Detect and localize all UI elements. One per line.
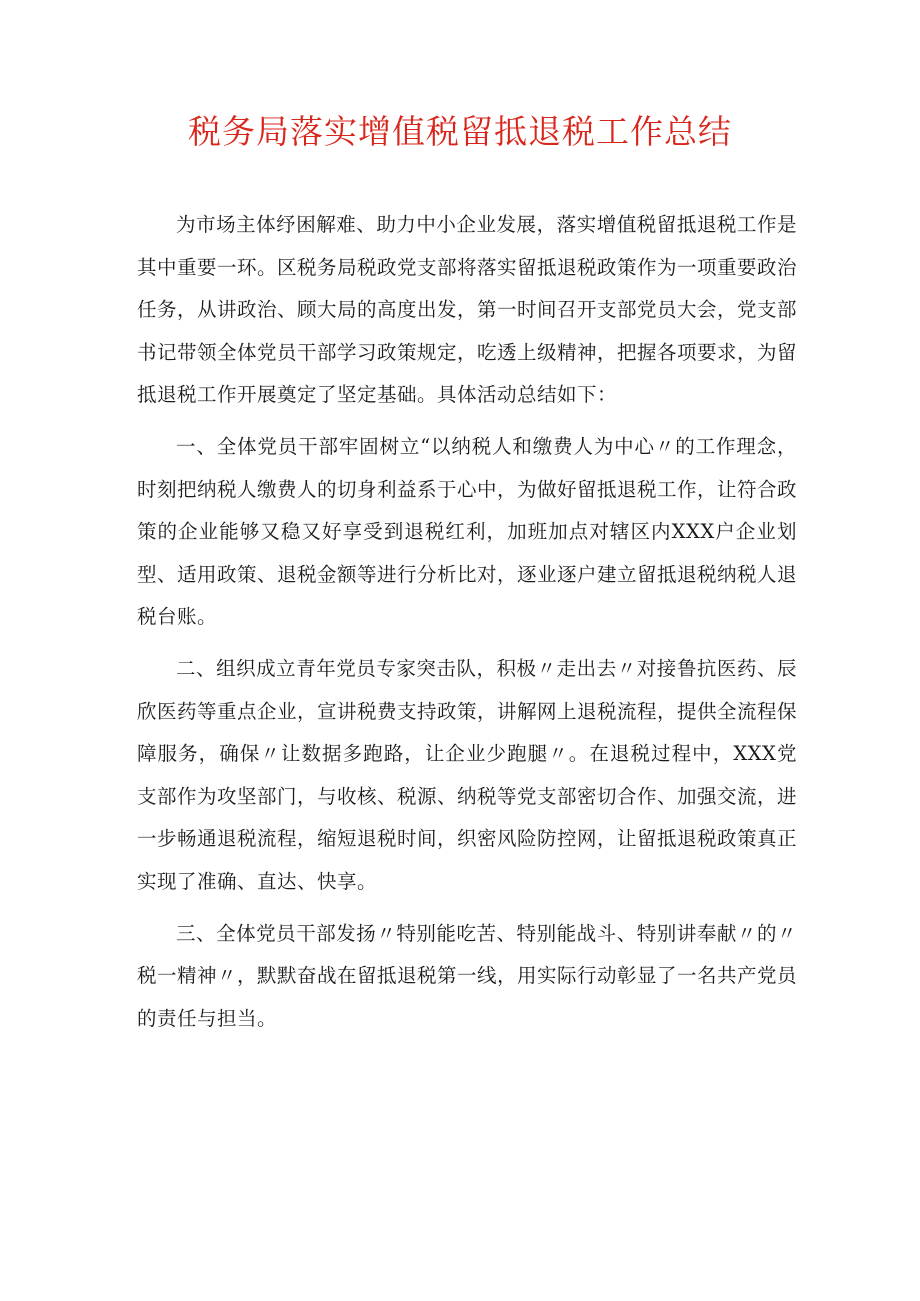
document-body [137,204,797,1049]
paragraph-point-two: 二、组织成立青年党员专家突击队，积极〃走出去〃对接鲁抗医药、辰欣医药等重点企业，宣讲税费支持政策，讲解网上退税流程，提供全流程保障服务，确保〃让数据多跑路，让企业少跑腿〃。在退税过程中，XXX党支部作为攻坚部门，与收核、税源、纳税等党支部密切合作、加强交流，进一步畅通退税流程，缩短退税时间，织密风险防控网，让留抵退税政策真正实现了准确、直达、快享。 [137,656,798,893]
paragraph-intro: 为市场主体纾困解难、助力中小企业发展，落实增值税留抵退税工作是其中重要一环。区税务局税政党支部将落实留抵退税政策作为一项重要政治任务，从讲政治、顾大局的高度出发，第一时间召开支部党员大会，党支部书记带领全体党员干部学习政策规定，吃透上级精神，把握各项要求，为留抵退税工作开展奠定了坚定基础。具体活动总结如下： [137,213,798,407]
paragraph-point-three: 三、全体党员干部发扬〃特别能吃苦、特别能战斗、特别讲奉献〃的〃税一精神〃，默默奋战在留抵退税第一线，用实际行动彰显了一名共产党员的责任与担当。 [137,921,798,1030]
paragraph-point-one: 一、全体党员干部牢固树立“以纳税人和缴费人为中心〃的工作理念，时刻把纳税人缴费人的切身利益系于心中，为做好留抵退税工作，让符合政策的企业能够又稳又好享受到退税红利，加班加点对辖区内XXX户企业划型、适用政策、退税金额等进行分析比对，逐业逐户建立留抵退税纳税人退税台账。 [137,434,798,629]
document-title: 税务局落实增值税留抵退税工作总结 [188,112,732,151]
